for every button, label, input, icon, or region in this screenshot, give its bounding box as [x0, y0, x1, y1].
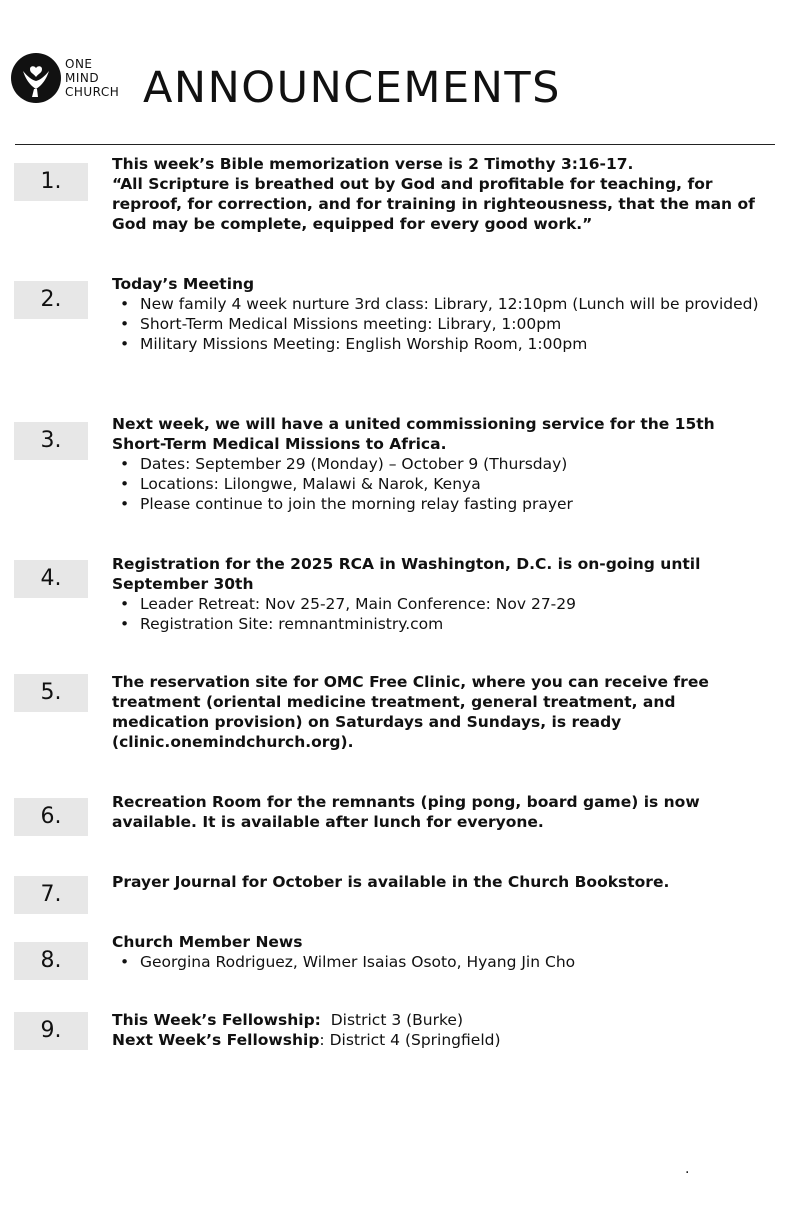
item-number: 5. [40, 680, 62, 705]
item-number-box [14, 798, 88, 836]
item-number-box [14, 674, 88, 712]
announcement-content [112, 792, 762, 832]
list-item: • New family 4 week nurture 3rd class: Library, 12:10pm (Lunch will be provided) [112, 294, 762, 314]
item-number: 8. [40, 948, 62, 973]
item-number: 7. [40, 882, 62, 907]
header-divider [15, 144, 775, 145]
announcement-heading: Recreation Room for the remnants (ping pong, board game) is now available. It is available after lunch for everyone. [112, 793, 700, 831]
item-number-box [14, 876, 88, 914]
fellowship-next-week [112, 1030, 762, 1050]
fellowship-value: : District 4 (Springfield) [319, 1031, 501, 1049]
item-number: 3. [40, 428, 62, 453]
announcement-content [112, 1010, 762, 1050]
logo-line-2: MIND [65, 71, 100, 85]
announcement-content [112, 554, 762, 634]
announcement-heading: The reservation site for OMC Free Clinic, where you can receive free treatment (oriental medicine treatment, general treatment, and medication provision) on Saturdays and Sundays, is ready (clinic.onemindchurch.org). [112, 673, 709, 751]
item-number-box [14, 1012, 88, 1050]
announcement-content [112, 154, 762, 234]
announcement-content [112, 672, 762, 752]
item-number-box [14, 942, 88, 980]
item-number-box [14, 281, 88, 319]
page-title: ANNOUNCEMENTS [143, 63, 561, 113]
item-number: 4. [40, 566, 62, 591]
list-item: • Please continue to join the morning relay fasting prayer [112, 494, 762, 514]
church-logo-icon [11, 53, 61, 103]
announcement-content [112, 872, 762, 892]
item-number: 6. [40, 804, 62, 829]
item-number: 9. [40, 1018, 62, 1043]
item-number: 1. [40, 169, 62, 194]
church-logo-text [65, 57, 119, 99]
footer-mark: . [685, 1161, 690, 1177]
announcement-heading: Registration for the 2025 RCA in Washington, D.C. is on-going until September 30th [112, 555, 701, 593]
fellowship-label: This Week’s Fellowship: [112, 1011, 321, 1029]
item-number: 2. [40, 287, 62, 312]
list-item: • Military Missions Meeting: English Worship Room, 1:00pm [112, 334, 762, 354]
list-item: • Short-Term Medical Missions meeting: Library, 1:00pm [112, 314, 762, 334]
logo-line-3: CHURCH [65, 85, 120, 99]
announcement-content [112, 274, 762, 354]
bullet-list [112, 294, 762, 354]
announcement-heading: Today’s Meeting [112, 275, 255, 293]
fellowship-label: Next Week’s Fellowship [112, 1031, 320, 1049]
announcement-content [112, 932, 762, 972]
item-number-box [14, 163, 88, 201]
list-item: • Leader Retreat: Nov 25-27, Main Conference: Nov 27-29 [112, 594, 762, 614]
list-item: • Georgina Rodriguez, Wilmer Isaias Osoto, Hyang Jin Cho [112, 952, 762, 972]
announcement-heading: Church Member News [112, 933, 303, 951]
fellowship-value: District 3 (Burke) [330, 1011, 464, 1029]
announcement-heading: This week’s Bible memorization verse is 2 Timothy 3:16-17. [112, 155, 634, 173]
announcement-heading: Prayer Journal for October is available in the Church Bookstore. [112, 873, 670, 891]
announcement-heading: Next week, we will have a united commissioning service for the 15th Short-Term Medical Missions to Africa. [112, 415, 715, 453]
item-number-box [14, 560, 88, 598]
list-item: • Registration Site: remnantministry.com [112, 614, 762, 634]
item-number-box [14, 422, 88, 460]
bullet-list [112, 454, 762, 514]
fellowship-this-week [112, 1010, 762, 1030]
list-item: • Dates: September 29 (Monday) – October 9 (Thursday) [112, 454, 762, 474]
list-item: • Locations: Lilongwe, Malawi & Narok, Kenya [112, 474, 762, 494]
bullet-list [112, 952, 762, 972]
logo-line-1: ONE [65, 57, 93, 71]
bullet-list [112, 594, 762, 634]
announcement-content [112, 414, 762, 514]
bible-verse: “All Scripture is breathed out by God and profitable for teaching, for reproof, for correction, and for training in righteousness, that the man of God may be complete, equipped for every good work.” [112, 175, 755, 233]
